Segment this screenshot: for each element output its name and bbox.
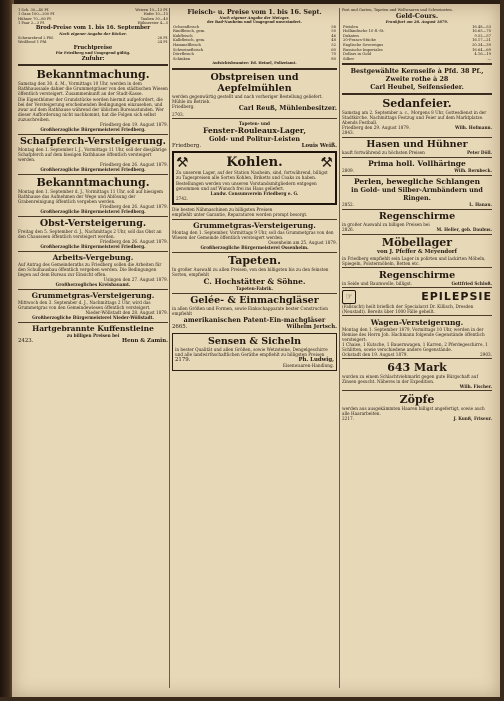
herring-title: Prima holl. Vollhäringe [368, 159, 466, 169]
braids-firm: J. Kunß, Friseur. [453, 415, 492, 421]
meat-price-label: Schweinefleisch [173, 47, 204, 52]
coal-ad-box [172, 151, 337, 205]
meat-price-sub: Nach eigener Angabe der Metzger. [219, 16, 290, 20]
sewing-notice-head: Die besten Nähmaschinen zu billigsten Preisen [172, 207, 273, 213]
scythes-body: in bester Qualität und allen Größen, sowie Wetzsteine, Dengelgeschirre und alle landwirthschaftlichen Geräthe empfiehlt zu billigsten Preisen [175, 346, 328, 357]
notice-2-title: Schafpferch-Versteigerung. [20, 136, 166, 148]
column-rule-1 [169, 8, 170, 688]
umbrellas2-body: in Seide und Baumwolle, billigst. [342, 280, 412, 286]
meat-price-value: 60 [331, 47, 336, 52]
bread-price-subheading: Nach eigener Angabe der Bäcker. [59, 31, 127, 36]
gold-course-value: 16.17—21 [472, 38, 491, 43]
wagon-number: 2903. [480, 351, 492, 357]
mark-firm: Wilh. Fischer. [459, 383, 492, 389]
epilepsy-body: (Fallsucht) heilt brieflich der Specialarzt Dr. Killisch, Dresden (Neustadt). Bereits über 1000 Fälle geheilt. [342, 303, 474, 314]
notice-4-body: Freitag den 5. September d. J., Nachmittags 2 Uhr, soll das Obst an den Chausseen öffentlich versteigert werden. [18, 229, 162, 240]
divider [18, 64, 168, 66]
gold-course-label: Englische Sovereigns [343, 42, 384, 47]
notice-5-body: Auf Antrag des Gemeinderaths zu Friedberg sollen die Arbeiten für den Schulhausbau öffentlich vergeben werden. Die Bedingungen liegen auf dem Bureau zur Einsicht offen. [18, 262, 162, 278]
coal-ad-number: 2742. [176, 196, 188, 202]
bread-price-heading: Brod-Preise vom 1. bis 16. September [35, 25, 151, 32]
gold-course-row [342, 57, 492, 62]
gold-course-label: Dollars in Gold [343, 52, 371, 57]
meat-price-label: Dörrfleisch [173, 52, 194, 57]
crossed-hammers-icon: ⚒ [320, 154, 333, 171]
gold-course-title: Geld-Cours. [395, 12, 439, 21]
hares-firm: Peter Döll. [466, 150, 492, 156]
umbrellas-firm: M. Heller, geb. Daubus. [436, 227, 492, 233]
furniture-sub: von J. Pfeffer & Meyendorf [377, 249, 457, 256]
wagon-body: Montag den 1. September 1879, Vormittags 10 Uhr, werden in der Remise des Herrn Joh. Hachmann folgende Gegenstände öffentlich versteigert: [342, 326, 485, 342]
jars-footer [172, 324, 337, 331]
gold-course-value: 16.65—70 [472, 29, 491, 34]
fruit-mill-number: 2703. [172, 111, 184, 117]
fruit-mill-city: Friedberg. [172, 103, 195, 109]
notice-4-title: Obst-Versteigerung. [39, 218, 147, 230]
scythes-footer [175, 357, 334, 364]
jars-number: 2665. [172, 324, 188, 331]
hares-body: kauft fortwährend zu höchsten Preisen [342, 150, 425, 156]
umbrellas-title: Regenschirme [378, 211, 456, 223]
right-column [342, 8, 492, 688]
notice-6-date: Nieder-Wöllstadt den 28. August 1879. [85, 310, 168, 316]
sedan-title: Sedanfeier. [382, 97, 452, 111]
gold-course-value: 9.52—57 [474, 33, 491, 38]
notice-1-date: Friedberg den 19. August 1879. [99, 122, 168, 128]
notice-6-title: Grummetgras-Versteigerung. [31, 291, 155, 301]
sedan-firm: Wilh. Hofmann. [454, 125, 492, 131]
meat-price-value: 56 [331, 24, 336, 29]
soap-ad-sub: Zweite rothe à 28 [385, 75, 449, 84]
wallpaper-sub: Gold- und Politur-Leisten [208, 134, 301, 143]
braids-footer [342, 416, 492, 421]
furniture-title: Möbellager [381, 236, 453, 250]
sewing-notice-body: empfiehlt unter Garantie, Reparaturen werden prompt besorgt. [172, 212, 308, 218]
umbrellas-body: in großer Auswahl zu billigen Preisen bei [342, 222, 430, 228]
notice-3-date: Friedberg den 26. August 1879. [99, 204, 168, 210]
gold-course-value: 16.64—69 [472, 47, 491, 52]
fruit-price-heading: Fruchtpreise [73, 44, 113, 51]
gold-course-label: Holländische 10 fl.-St. [343, 29, 385, 34]
jars-sub: amerikanischen Patent-Ein-machgläser [183, 316, 326, 325]
gold-course-label: Silber [343, 56, 355, 61]
scythes-number: 2179. [175, 356, 191, 363]
meat-price-value: 70 [331, 52, 336, 57]
meat-price-label: Kuhfleisch [173, 33, 193, 38]
crossed-hammers-icon: ⚒ [176, 154, 189, 171]
wallpaper-footer [172, 143, 337, 150]
grummet-office: Großherzogliche Bürgermeisterei Ossenheim. [200, 245, 309, 251]
page-edge-bottom [0, 697, 504, 701]
wallpaper2-sub: Tapeten-Fabrik. [236, 286, 273, 292]
hares-footer [342, 150, 492, 155]
ad-bricks-body: zu billigen Preisen bei [66, 333, 120, 339]
notice-4-office: Großherzogliche Bürgermeisterei Friedberg. [40, 244, 146, 250]
page-edge-right [500, 0, 504, 701]
jars-title: Gelée- & Einmachgläser [190, 295, 319, 307]
notice-2-body: Montag den 1. September l. J., Vormittags 11 Uhr, soll der diesjährige Schafpferch auf dem hiesigen Rathhause öffentlich versteigert werden. [18, 147, 167, 163]
price-list-fragment: 1 Sch. 30—40 Pf. Weizen 10—13 Pf. 1 Gans 100—200 Pf. Hafer 10—15 Hühner 70—80 Pf. Tauben 30—40 1 Paar 2—3 Pf. Hühnereier 4—5 [18, 8, 168, 25]
fruit-mill-body: werden gegenwärtig gestellt und nach vorheriger Bestellung geliefert. Mühle im Betrieb. [172, 93, 323, 104]
umbrellas-number: 2826. [342, 227, 354, 233]
wallpaper-title: Fenster-Rouleaux-Lager, [203, 125, 306, 135]
meat-price-label: Kalbfleisch, gem. [173, 38, 206, 43]
gold-course-label: Russische Imperiales [343, 47, 383, 52]
herring-firm: Wilh. Bernbeck. [454, 168, 492, 174]
braids-title: Zöpfe [399, 392, 435, 406]
sedan-number: 2843. [342, 130, 354, 136]
notice-1-office: Großherzogliche Bürgermeisterei Friedberg. [40, 127, 146, 133]
wallpaper2-firm: C. Hochstätter & Söhne. [203, 277, 306, 287]
meat-price-label: Rindfleisch, gem. [173, 29, 206, 34]
gold-course-value: — [487, 56, 491, 61]
gold-course-value: 20.34—39 [472, 42, 491, 47]
wagon-footer [342, 352, 492, 357]
gold-course-label: 20-Francs-Stücke [343, 38, 376, 43]
coal-ad-title: Kohlen. [226, 155, 283, 171]
left-column [18, 8, 168, 688]
wagon-title: Wagen-Versteigerung. [370, 317, 464, 327]
wagon-date: Ockstadt den 19. August 1879. [342, 351, 408, 357]
notice-2-date: Friedberg den 26. August 1879. [99, 162, 168, 168]
umbrellas-footer [342, 227, 492, 232]
mark-body: wurden zu einem Schlachtviehmarkt gegen gute Bürgschaft auf Zinsen gesucht. Näheres in der Expedition. [342, 373, 479, 384]
furniture-body: in Friedberg empfiehlt sein Lager in polirten und lackirten Möbeln, Spiegeln, Polstermöbeln, Betten etc. [342, 255, 486, 266]
scythes-ad-box [172, 333, 337, 372]
pearls-title: Perlen, bewegliche Schlangen [353, 177, 481, 187]
coal-ad-sign: Landw. Consumverein Friedberg e. G. [210, 191, 299, 197]
meat-price-label: Ochsenfleisch [173, 24, 200, 29]
notice-5-office: Großherzogliches Kreisbauamt. [55, 282, 131, 288]
herring-footer [342, 168, 492, 173]
gold-course-table [342, 25, 492, 62]
gold-course-label: Dukaten [343, 33, 359, 38]
fruit-mill-title: Obstpreisen und Aepfelmühlen [210, 71, 299, 94]
jars-firm: Wilhelm Jertsch. [286, 324, 337, 331]
column-rule-2 [339, 8, 340, 688]
fruit-price-note: Für Friedberg und Umgegend gültig. [55, 51, 131, 56]
ad-bricks-firm: Henn & Zamin. [122, 338, 168, 345]
braids-body: werden aus ausgekämmten Haaren billigst angefertigt, sowie auch alle Haararbeiten. [342, 405, 485, 416]
notice-1-body-extra: Die Eigenthümer der Grundstücke werden hiermit aufgefordert, die bei der Versteigerung erscheinenden Bedingungen einzusehen, und zwar auf dem Rathhause während der üblichen Bureaustunden. Wer dieser Aufforderung nicht nachkommt, hat die Folgen sich selbst zuzuschreiben. [18, 97, 164, 123]
notice-1-body: Samstag den 30. d. M., Vormittags 10 Uhr, werden in dem Rathhaussaale dahier die Grummetgräser von den städtischen Wiesen öffentlich versteigert. Zusammenkunft an der Stadt-Kasse. [18, 81, 168, 97]
gold-course-value: 4.16—19 [474, 52, 491, 57]
bread-price-table: Schwarzbrod 2 Pfd. 28 Pf. Weißbrod 1 Pfd. 24 Pf. [18, 36, 168, 45]
notice-4-date: Friedberg den 26. August 1879. [99, 239, 168, 245]
middle-column [172, 8, 337, 688]
pearls-sub: in Gold- und Silber-Armbändern und Ringen. [351, 186, 483, 203]
coal-ad-body: Zu unserem Lager, auf der Station Nauheim, sind, fortwährend, billigst zu Tagespreisen alle Sorten Kohlen, Briketts und Coaks zu haben. [176, 170, 328, 181]
coal-ad-body-extra: Bestellungen werden von unseren Vorstandsmitgliedern entgegen genommen und auf Wunsch frei ins Haus geliefert. [176, 181, 317, 192]
umbrellas2-title: Regenschirme [378, 269, 456, 281]
meat-price-table [172, 25, 337, 62]
notice-5-title: Arbeits-Vergebung. [52, 253, 134, 263]
notice-2-office: Großherzogliche Bürgermeisterei Friedberg. [40, 167, 146, 173]
pearls-footer [342, 202, 492, 207]
gold-course-label: Pistolen [343, 24, 358, 29]
meat-price-sub2: der Bad-Nauheim und Umgegend unverändert. [207, 20, 302, 25]
coal-ad-header [176, 155, 333, 170]
meat-price-note: Aufsichtsbeamter: Ed. Heinel, Polizeiamt. [212, 61, 297, 66]
mark-title: 643 Mark [387, 360, 447, 374]
meat-price-value: 50 [331, 29, 336, 34]
top-note: Post und Garten, Tapeten und Wollwaaren und Schweineten. [342, 8, 453, 12]
gold-course-value: 16.48—53 [472, 24, 491, 29]
notice-5-date: Usingen den 27. August 1879. [103, 277, 168, 283]
hares-title: Hasen und Hühner [366, 139, 468, 151]
meat-price-label: Schinken [173, 56, 191, 61]
notice-3-title: Bekanntmachung. [36, 176, 150, 190]
ad-bricks-number: 2423. [18, 338, 34, 345]
wallpaper-city: Friedberg. [172, 142, 202, 149]
meat-price-value: 46 [331, 33, 336, 38]
notice-1-title: Bekanntmachung. [36, 68, 150, 82]
scythes-title: Sensen & Sicheln [207, 335, 302, 347]
sedan-date: Friedberg den 29. August 1879. [342, 125, 411, 131]
meat-price-value: 80 [331, 56, 336, 61]
umbrellas2-footer [342, 281, 492, 286]
pearls-firm: L. Hanau. [469, 202, 492, 208]
wallpaper-firm: Louis Weiß. [301, 142, 337, 149]
pearls-number: 2852. [342, 202, 354, 208]
ad-bricks-footer [18, 338, 168, 345]
wallpaper-head: Tapeten- und [239, 120, 270, 126]
notice-3-office: Großherzogliche Bürgermeisterei Friedberg. [40, 209, 146, 215]
epilepsy-title: EPILEPSIE [421, 290, 492, 304]
sedan-body: Samstag am 2. September a. c., Morgens 8 Uhr, Gottesdienst in der Stadtkirche. Nachmittags Festzug und Feier auf dem Marktplatze. Abends Festball. [342, 110, 487, 126]
meat-price-value: 48 [331, 38, 336, 43]
meat-price-heading: Fleisch- u. Preise vom 1. bis 16. Sept. [187, 8, 322, 16]
pointing-hand-icon: ☞ [342, 290, 356, 304]
supply-heading: Zufuhr: [81, 55, 105, 62]
grummet-title: Grummetgras-Versteigerung. [193, 221, 316, 231]
jars-body: in allen Größen und Formen, sowie Einkochapparate bester Construction empfiehlt [172, 306, 328, 317]
epilepsy-ad [342, 290, 492, 304]
grummet-date: Ossenheim am 25. August 1879. [268, 240, 337, 246]
gold-course-sub: Frankfurt am 28. August 1879. [385, 20, 449, 25]
ad-bricks-title: Hartgebrannte Kuffenstleine [32, 324, 154, 334]
soap-ad-firm: Carl Heubel, Seifensieder. [370, 83, 464, 92]
umbrellas2-firm: Gottfried Schloß. [451, 280, 492, 286]
meat-price-label: Hammelfleisch [173, 42, 201, 47]
fruit-mill-footer [172, 104, 337, 112]
wallpaper2-title: Tapeten. [228, 254, 281, 268]
notice-6-body: Mittwoch den 3. September d. J., Nachmittags 2 Uhr, wird das Grummetgras von den Gemeindewiesen öffentlich versteigert. [18, 300, 151, 311]
wagon-items: 1 Chaise, 1 Kutsche, 1 Bauernwagen, 1 Karren, 2 Pferdegeschirre, 1 Schlitten, sowie verschiedene andere Gegenstände. [342, 341, 488, 352]
scythes-firm: Ph. Ludwig, [298, 356, 334, 363]
notice-3-body: Montag den 1. September d. J., Vormittags 11 Uhr, soll auf hiesigem Rathhause das Aufnehmen der Wege und Ablösung der Grabenreinigung öffentlich vergeben werden. [18, 189, 164, 205]
wallpaper2-body: In großer Auswahl zu allen Preisen, von den billigsten bis zu den feinsten Sorten, empfiehlt [172, 267, 329, 278]
herring-number: 2809. [342, 168, 354, 174]
soap-ad-title: Bestgewählte Kernseife à Pfd. 38 Pf., [350, 67, 484, 76]
scythes-sub: Eisenwaaren-Handlung. [282, 363, 334, 369]
fruit-mill-firm: Carl Reuß, Mühlenbesitzer. [238, 103, 337, 112]
grummet-body: Montag den 1. September, Vormittags 9 Uhr, soll das Grummetgras von den Wiesen der Gemeinde öffentlich versteigert werden. [172, 230, 334, 241]
braids-number: 2217. [342, 415, 354, 421]
meat-price-value: 52 [331, 42, 336, 47]
notice-6-office: Großherzogliche Bürgermeisterei Nieder-Wöllstadt. [32, 315, 154, 321]
